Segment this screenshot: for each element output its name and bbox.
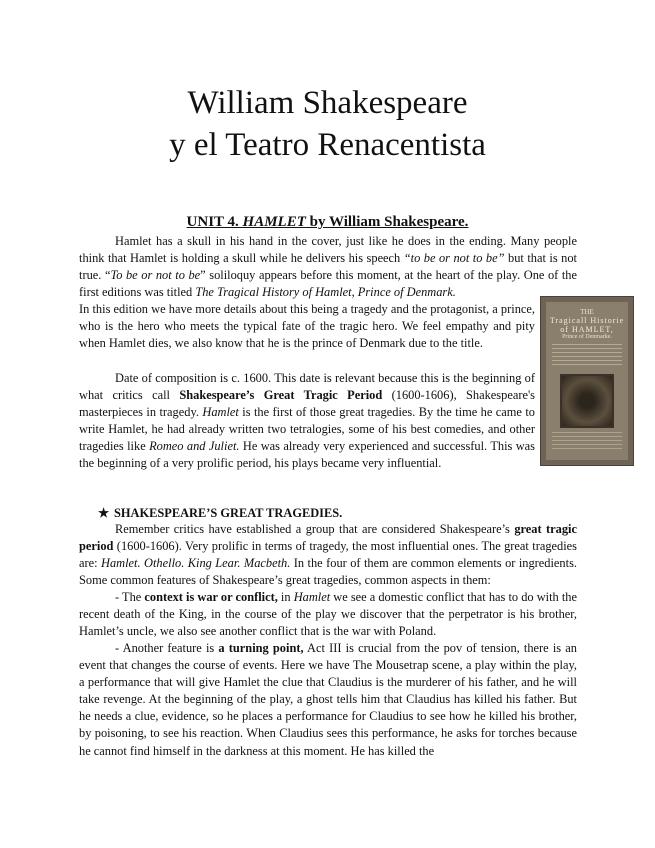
p4-text-a: - The: [115, 590, 145, 604]
p2-text-b: (1600-1606), Shakespeare's masterpieces in tragedy.: [79, 388, 536, 420]
section-heading-text: SHAKESPEARE’S GREAT TRAGEDIES.: [114, 506, 343, 520]
cover-imprint-lines: [552, 432, 622, 452]
p1-title: The Tragical History of Hamlet, Prince of Denmark.: [195, 285, 456, 300]
paragraph-3: [79, 521, 577, 589]
p4-text-c: we see a domestic conflict that has to do with the recent death of the King, in the course of the play we discover that the perpetrator is his brother, Hamlet’s uncle, we also see another conflict that is the war with Poland.: [79, 590, 577, 639]
paragraph-1-rest: [79, 301, 535, 352]
p3-text-b: (1600-1606). Very prolific in terms of tragedy, the most influential ones. The great tragedies are:: [79, 539, 577, 571]
p4-hamlet: Hamlet: [293, 590, 331, 604]
p1-text-c: ” soliloquy appears before this moment, at the heart of the play. One of the first editions was titled: [79, 268, 577, 300]
cover-subtitle-text: Prince of Denmarke.: [562, 334, 612, 340]
p1-quote: “to be or not to be”: [403, 251, 505, 266]
star-bullet-icon: ★: [98, 506, 110, 520]
p1-text-a: Hamlet has a skull in his hand in the cover, just like he does in the ending. Many people think that Hamlet is holding a skull while he delivers his speech: [79, 234, 577, 266]
unit-work: HAMLET: [242, 214, 306, 230]
title-line-1: William Shakespeare: [187, 85, 468, 121]
cover-text-lines: [552, 344, 622, 368]
p2-hamlet: Hamlet: [202, 405, 239, 420]
p1-text-b: but that is not true. “: [79, 251, 577, 283]
cover-ornament: [560, 374, 614, 428]
paragraph-4: [79, 589, 577, 640]
unit-prefix: UNIT 4.: [186, 214, 243, 230]
cover-title-text: Tragicall Historie of HAMLET,: [549, 316, 625, 334]
title-line-2: y el Teatro Renacentista: [169, 127, 486, 163]
hamlet-cover-image: [540, 296, 634, 466]
p5-text-a: - Another feature is: [115, 641, 219, 655]
p4-text-b: in: [277, 590, 294, 604]
unit-suffix: by William Shakespeare.: [305, 214, 469, 230]
section-heading: [98, 505, 342, 521]
document-title: [0, 82, 655, 166]
p5-bold: a turning point,: [218, 641, 304, 655]
paragraph-5: [79, 640, 577, 760]
p2-bold: Shakespeare’s Great Tragic Period: [179, 388, 383, 403]
p2-text-a: Date of composition is c. 1600. This date is relevant because this is the beginning of what critics call: [79, 371, 535, 403]
p2-text-d: He was already very experienced and successful. This was the beginning of a very prolific period, his plays became very influential.: [79, 439, 536, 471]
p3-text-c: In the four of them are common elements or ingredients. Some common features of Shakespeare’s great tragedies, common aspects in them:: [79, 556, 577, 588]
cover-page: [546, 302, 628, 460]
cover-top-text: THE: [580, 308, 594, 316]
p2-romeo: Romeo and Juliet.: [149, 439, 240, 454]
p4-bold: context is war or conflict,: [144, 590, 278, 604]
p5-text-b: Act III is crucial from the pov of tension, there is an event that changes the course of events. Here we have The Mousetrap scene, a play within the play, a performance that will give Hamlet the clue that Claudius is the murderer of his father, and he will take revenge. At the beginning of the play, a ghost tells him that Claudius has killed his father. But he needs a clue, evidence, so he places a performance for Claudius to see how he killed his brother, by poisoning, to see his reaction. When Claudius sees this performance, he asks for torches because he cannot find himself in the darkness at this moment. He has killed the: [79, 641, 577, 758]
p3-list: Hamlet. Othello. King Lear. Macbeth.: [101, 556, 291, 571]
unit-heading: [0, 214, 655, 231]
p2-text-c: is the first of those great tragedies. By the time he came to write Hamlet, he had already written two tetralogies, some of his best comedies, and other tragedies like: [79, 405, 535, 454]
paragraph-2: [79, 370, 535, 473]
p3-text-a: Remember critics have established a group that are considered Shakespeare’s: [115, 522, 515, 536]
p3-bold: great tragic period: [79, 522, 577, 554]
p1-quote2: To be or not to be: [110, 268, 201, 283]
p1-text-d: In this edition we have more details about this being a tragedy and the protagonist, a prince, who is the hero who meets the typical fate of the tragic hero. We feel empathy and pity when Hamlet dies, we also know that he is the prince of Denmark due to the title.: [79, 302, 535, 351]
paragraph-1-top: [79, 233, 577, 301]
